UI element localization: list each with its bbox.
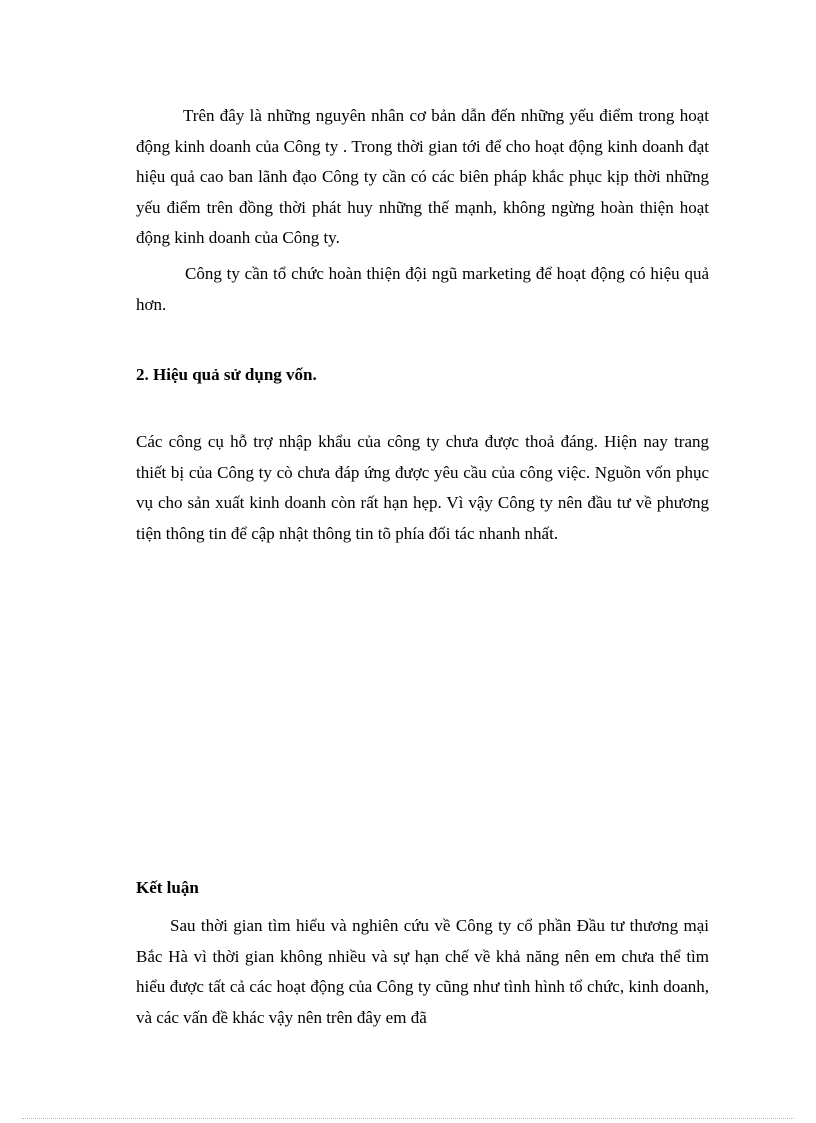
page-bottom-rule bbox=[22, 1118, 794, 1119]
paragraph-import-tools: Các công cụ hỗ trợ nhập khẩu của công ty chưa được thoả đáng. Hiện nay trang thiết bị của Công ty cò chưa đáp ứng được yêu cầu của công việc. Nguồn vốn phục vụ cho sản xuất kinh doanh còn rất hạn hẹp. Vì vậy Công ty nên đầu tư về phương tiện thông tin để cập nhật thông tin tõ phía đối tác nhanh nhất. bbox=[136, 432, 709, 543]
section-heading-capital-efficiency: 2. Hiệu quả sử dụng vốn. bbox=[136, 365, 317, 384]
paragraph-causes-weaknesses: Trên đây là những nguyên nhân cơ bản dẫn đến những yếu điểm trong hoạt động kinh doanh của Công ty . Trong thời gian tới để cho hoạt động kinh doanh đạt hiệu quả cao ban lãnh đạo Công ty cần có các biên pháp khắc phục kịp thời những yếu điểm trên đồng thời phát huy những thế mạnh, không ngừng hoàn thiện hoạt động kinh doanh của Công ty. bbox=[136, 106, 709, 247]
section-heading-conclusion: Kết luận bbox=[136, 878, 199, 897]
paragraph-marketing-team: Công ty cần tổ chức hoàn thiện đội ngũ marketing để hoạt động có hiệu quả hơn. bbox=[136, 264, 709, 314]
paragraph-conclusion: Sau thời gian tìm hiểu và nghiên cứu về Công ty cổ phần Đầu tư thương mại Bắc Hà vì thời gian không nhiều và sự hạn chế về khả năng nên em chưa thể tìm hiểu được tất cả các hoạt động của Công ty cũng như tình hình tổ chức, kinh doanh, và các vấn đề khác vậy nên trên đây em đã bbox=[136, 916, 709, 1027]
